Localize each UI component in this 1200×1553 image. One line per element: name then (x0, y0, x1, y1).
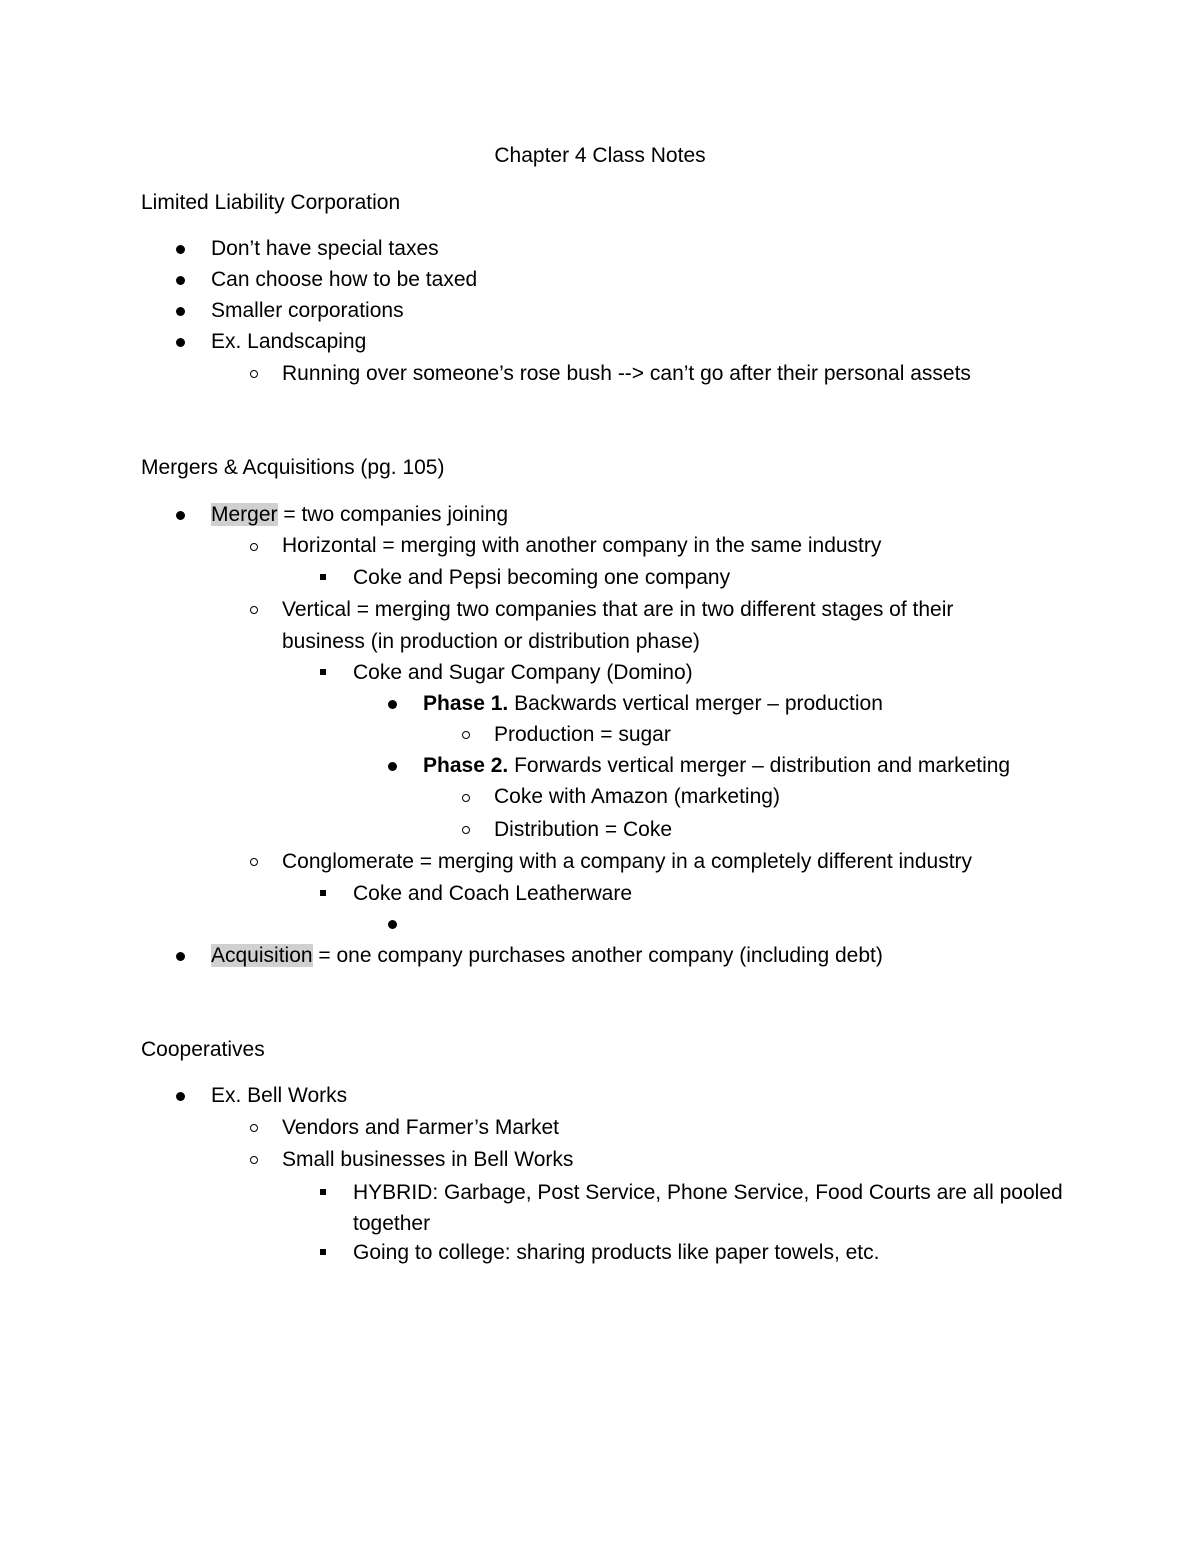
list-item: Ex. Landscaping (211, 330, 367, 353)
definition-text: = one company purchases another company (including debt) (312, 944, 883, 967)
square-bullet-icon (320, 669, 326, 675)
section-heading-mergers: Mergers & Acquisitions (pg. 105) (141, 456, 445, 479)
bullet-icon (176, 245, 185, 254)
phase-text: Forwards vertical merger – distribution and marketing (508, 754, 1011, 777)
phase-text: Backwards vertical merger – production (508, 692, 883, 715)
hollow-bullet-icon (250, 1156, 258, 1164)
square-bullet-icon (320, 574, 326, 580)
list-item: Vertical = merging two companies that are in two different stages of their (282, 598, 954, 621)
list-item: Production = sugar (494, 723, 671, 746)
phase-label: Phase 2. (423, 754, 509, 777)
hollow-bullet-icon (250, 543, 258, 551)
list-item: Small businesses in Bell Works (282, 1148, 574, 1171)
section-heading-cooperatives: Cooperatives (141, 1038, 265, 1061)
list-item: Coke and Sugar Company (Domino) (353, 661, 693, 684)
list-item: Distribution = Coke (494, 818, 672, 841)
bullet-icon (176, 1092, 185, 1101)
list-item: Ex. Bell Works (211, 1084, 348, 1107)
bullet-icon (176, 338, 185, 347)
list-item-continuation: together (353, 1212, 431, 1235)
hollow-bullet-icon (462, 826, 470, 834)
hollow-bullet-icon (250, 858, 258, 866)
document-title: Chapter 4 Class Notes (494, 144, 706, 167)
list-item-acquisition (211, 943, 883, 969)
list-item: Going to college: sharing products like paper towels, etc. (353, 1241, 880, 1264)
bullet-icon (388, 700, 397, 709)
list-item: Vendors and Farmer’s Market (282, 1116, 560, 1139)
list-item: HYBRID: Garbage, Post Service, Phone Service, Food Courts are all pooled (353, 1181, 1063, 1204)
square-bullet-icon (320, 1249, 326, 1255)
square-bullet-icon (320, 890, 326, 896)
section-heading-llc: Limited Liability Corporation (141, 191, 401, 214)
list-item-phase-2 (423, 753, 1010, 779)
list-item: Smaller corporations (211, 299, 404, 322)
bullet-icon (176, 276, 185, 285)
list-item-continuation: business (in production or distribution phase) (282, 630, 700, 653)
list-item: Coke and Pepsi becoming one company (353, 566, 731, 589)
hollow-bullet-icon (462, 731, 470, 739)
list-item: Running over someone’s rose bush --> can’t go after their personal assets (282, 362, 971, 385)
hollow-bullet-icon (462, 794, 470, 802)
list-item: Coke with Amazon (marketing) (494, 785, 780, 808)
list-item-phase-1 (423, 691, 883, 717)
list-item-merger (211, 502, 508, 528)
bullet-icon (388, 762, 397, 771)
definition-text: = two companies joining (277, 503, 509, 526)
highlighted-term: Merger (211, 503, 278, 526)
hollow-bullet-icon (250, 1124, 258, 1132)
bullet-icon (176, 511, 185, 520)
list-item: Can choose how to be taxed (211, 268, 478, 291)
phase-label: Phase 1. (423, 692, 509, 715)
hollow-bullet-icon (250, 606, 258, 614)
list-item: Don’t have special taxes (211, 237, 439, 260)
highlighted-term: Acquisition (211, 944, 313, 967)
list-item: Conglomerate = merging with a company in a completely different industry (282, 850, 973, 873)
list-item: Coke and Coach Leatherware (353, 882, 633, 905)
square-bullet-icon (320, 1189, 326, 1195)
empty-bullet-icon (388, 920, 397, 929)
hollow-bullet-icon (250, 370, 258, 378)
bullet-icon (176, 307, 185, 316)
bullet-icon (176, 952, 185, 961)
list-item: Horizontal = merging with another company in the same industry (282, 534, 882, 557)
